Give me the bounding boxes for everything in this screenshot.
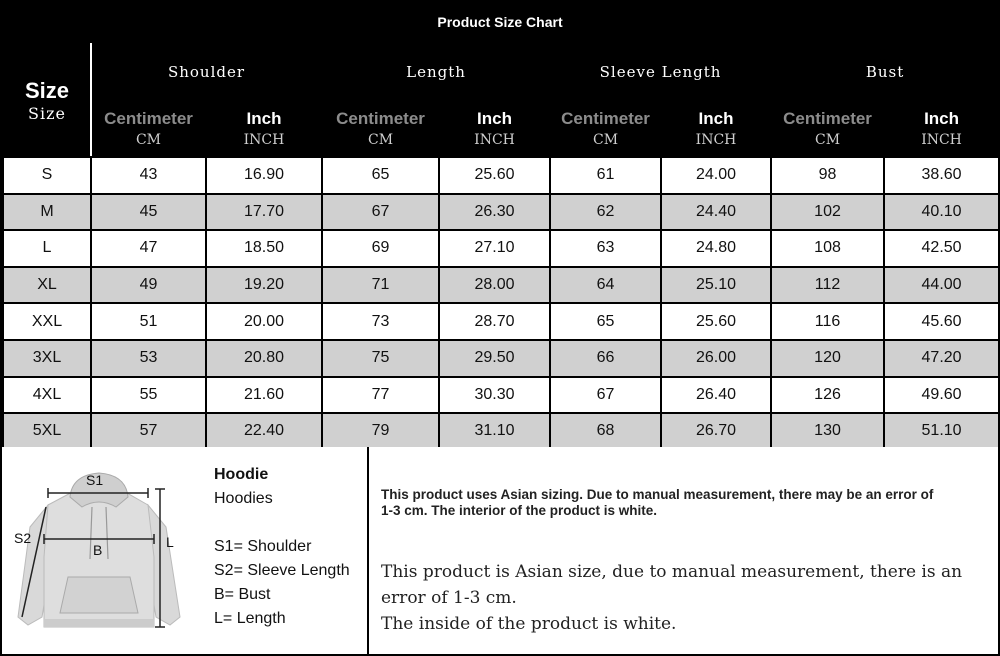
table-row xyxy=(3,413,999,450)
measurement-cell: 51 xyxy=(91,303,206,340)
unit-header-inch xyxy=(439,99,550,157)
legend-item-shoulder: S1= Shoulder xyxy=(214,538,312,555)
unit-header-cm-sub: CM xyxy=(367,131,394,148)
measurement-cell: 26.30 xyxy=(439,194,550,231)
group-header-sleeve-length: Sleeve Length xyxy=(550,44,771,99)
group-header-shoulder: Shoulder xyxy=(91,44,322,99)
measurement-cell: 20.80 xyxy=(206,340,322,377)
table-row xyxy=(3,267,999,304)
size-header-label: Size xyxy=(24,78,70,103)
size-cell: XXL xyxy=(3,303,91,340)
legend-item-bust: B= Bust xyxy=(214,586,271,603)
size-cell: L xyxy=(3,230,91,267)
unit-header-inch-label: Inch xyxy=(924,108,960,128)
measurement-cell: 28.70 xyxy=(439,303,550,340)
measurement-cell: 43 xyxy=(91,157,206,194)
measurement-cell: 42.50 xyxy=(884,230,999,267)
size-header-sub: Size xyxy=(28,104,66,123)
size-cell: 5XL xyxy=(3,413,91,450)
measurement-cell: 67 xyxy=(550,377,661,414)
unit-header-inch-sub: INCH xyxy=(474,131,515,148)
measurement-cell: 30.30 xyxy=(439,377,550,414)
unit-header-cm-label: Centimeter xyxy=(783,108,872,128)
unit-header-cm-label: Centimeter xyxy=(336,108,425,128)
unit-header-cm-sub: CM xyxy=(593,131,619,148)
unit-header-inch xyxy=(206,99,322,157)
size-cell: S xyxy=(3,157,91,194)
measurement-cell: 17.70 xyxy=(206,194,322,231)
sizing-note-line-1: This product is Asian size, due to manual measurement, there is an error of 1-3 cm. xyxy=(381,562,963,608)
measurement-cell: 38.60 xyxy=(884,157,999,194)
measurement-cell: 47.20 xyxy=(884,340,999,377)
measurement-cell: 24.00 xyxy=(661,157,771,194)
measurement-cell: 29.50 xyxy=(439,340,550,377)
measurement-cell: 68 xyxy=(550,413,661,450)
measurement-cell: 45 xyxy=(91,194,206,231)
measurement-cell: 57 xyxy=(91,413,206,450)
measurement-cell: 51.10 xyxy=(884,413,999,450)
legend-item-length: L= Length xyxy=(214,610,286,627)
sizing-note-line-2: The inside of the product is white. xyxy=(381,614,677,634)
diagram-panel xyxy=(2,447,369,654)
table-row xyxy=(3,377,999,414)
size-cell: XL xyxy=(3,267,91,304)
measurement-cell: 45.60 xyxy=(884,303,999,340)
size-header xyxy=(3,44,91,157)
measurement-cell: 71 xyxy=(322,267,439,304)
label-b: B xyxy=(93,542,103,558)
measurement-cell: 67 xyxy=(322,194,439,231)
size-table xyxy=(2,43,1000,451)
unit-header-cm-label: Centimeter xyxy=(561,108,650,128)
measurement-cell: 126 xyxy=(771,377,884,414)
chart-title: Product Size Chart xyxy=(0,0,1000,43)
unit-header-inch-label: Inch xyxy=(246,108,282,128)
measurement-cell: 24.80 xyxy=(661,230,771,267)
measurement-cell: 44.00 xyxy=(884,267,999,304)
measurement-cell: 26.70 xyxy=(661,413,771,450)
measurement-cell: 24.40 xyxy=(661,194,771,231)
unit-header-cm-sub: CM xyxy=(815,131,841,148)
sizing-note-bold: This product uses Asian sizing. Due to manual measurement, there may be an error of 1-3 cm. The interior of the product is white. xyxy=(381,487,934,518)
measurement-cell: 61 xyxy=(550,157,661,194)
group-header-bust: Bust xyxy=(771,44,999,99)
measurement-cell: 16.90 xyxy=(206,157,322,194)
measurement-cell: 79 xyxy=(322,413,439,450)
measurement-cell: 130 xyxy=(771,413,884,450)
measurement-cell: 116 xyxy=(771,303,884,340)
measurement-cell: 55 xyxy=(91,377,206,414)
measurement-cell: 65 xyxy=(322,157,439,194)
unit-header-cm-sub: CM xyxy=(135,131,162,148)
measurement-cell: 49 xyxy=(91,267,206,304)
unit-header-cm xyxy=(322,99,439,157)
unit-header-inch-label: Inch xyxy=(698,108,734,128)
notes-panel xyxy=(369,447,998,654)
table-row xyxy=(3,303,999,340)
label-s2: S2 xyxy=(14,530,32,546)
measurement-cell: 75 xyxy=(322,340,439,377)
measurement-cell: 20.00 xyxy=(206,303,322,340)
legend-item-sleeve: S2= Sleeve Length xyxy=(214,562,350,579)
measurement-cell: 25.60 xyxy=(661,303,771,340)
label-l: L xyxy=(166,534,174,550)
unit-header-cm xyxy=(550,99,661,157)
measurement-cell: 27.10 xyxy=(439,230,550,267)
measurement-cell: 62 xyxy=(550,194,661,231)
info-panel xyxy=(2,447,998,654)
measurement-cell: 98 xyxy=(771,157,884,194)
measurement-cell: 19.20 xyxy=(206,267,322,304)
unit-header-inch-sub: INCH xyxy=(921,131,962,148)
measurement-cell: 26.40 xyxy=(661,377,771,414)
measurement-cell: 64 xyxy=(550,267,661,304)
group-header-length: Length xyxy=(322,44,550,99)
table-row xyxy=(3,230,999,267)
measurement-cell: 73 xyxy=(322,303,439,340)
size-cell: M xyxy=(3,194,91,231)
table-row xyxy=(3,340,999,377)
measurement-cell: 40.10 xyxy=(884,194,999,231)
size-cell: 4XL xyxy=(3,377,91,414)
legend-subtitle: Hoodies xyxy=(214,490,273,507)
hoodie-diagram xyxy=(8,467,203,647)
measurement-cell: 31.10 xyxy=(439,413,550,450)
measurement-cell: 77 xyxy=(322,377,439,414)
unit-header-inch xyxy=(661,99,771,157)
measurement-cell: 53 xyxy=(91,340,206,377)
measurement-cell: 22.40 xyxy=(206,413,322,450)
unit-header-inch xyxy=(884,99,999,157)
measurement-cell: 102 xyxy=(771,194,884,231)
measurement-legend xyxy=(214,463,350,631)
measurement-cell: 47 xyxy=(91,230,206,267)
measurement-cell: 26.00 xyxy=(661,340,771,377)
measurement-cell: 28.00 xyxy=(439,267,550,304)
table-row xyxy=(3,157,999,194)
unit-header-cm xyxy=(771,99,884,157)
table-row xyxy=(3,194,999,231)
unit-header-cm xyxy=(91,99,206,157)
legend-title: Hoodie xyxy=(214,466,269,483)
measurement-cell: 66 xyxy=(550,340,661,377)
unit-header-inch-sub: INCH xyxy=(243,131,285,148)
size-cell: 3XL xyxy=(3,340,91,377)
measurement-cell: 25.60 xyxy=(439,157,550,194)
label-s1: S1 xyxy=(86,472,104,488)
measurement-cell: 49.60 xyxy=(884,377,999,414)
measurement-cell: 18.50 xyxy=(206,230,322,267)
measurement-cell: 25.10 xyxy=(661,267,771,304)
unit-header-inch-label: Inch xyxy=(477,108,512,128)
measurement-cell: 112 xyxy=(771,267,884,304)
measurement-cell: 21.60 xyxy=(206,377,322,414)
sizing-note-serif xyxy=(381,559,991,637)
measurement-cell: 69 xyxy=(322,230,439,267)
measurement-cell: 108 xyxy=(771,230,884,267)
measurement-cell: 120 xyxy=(771,340,884,377)
measurement-cell: 65 xyxy=(550,303,661,340)
unit-header-inch-sub: INCH xyxy=(695,131,737,148)
unit-header-cm-label: Centimeter xyxy=(104,108,193,128)
measurement-cell: 63 xyxy=(550,230,661,267)
